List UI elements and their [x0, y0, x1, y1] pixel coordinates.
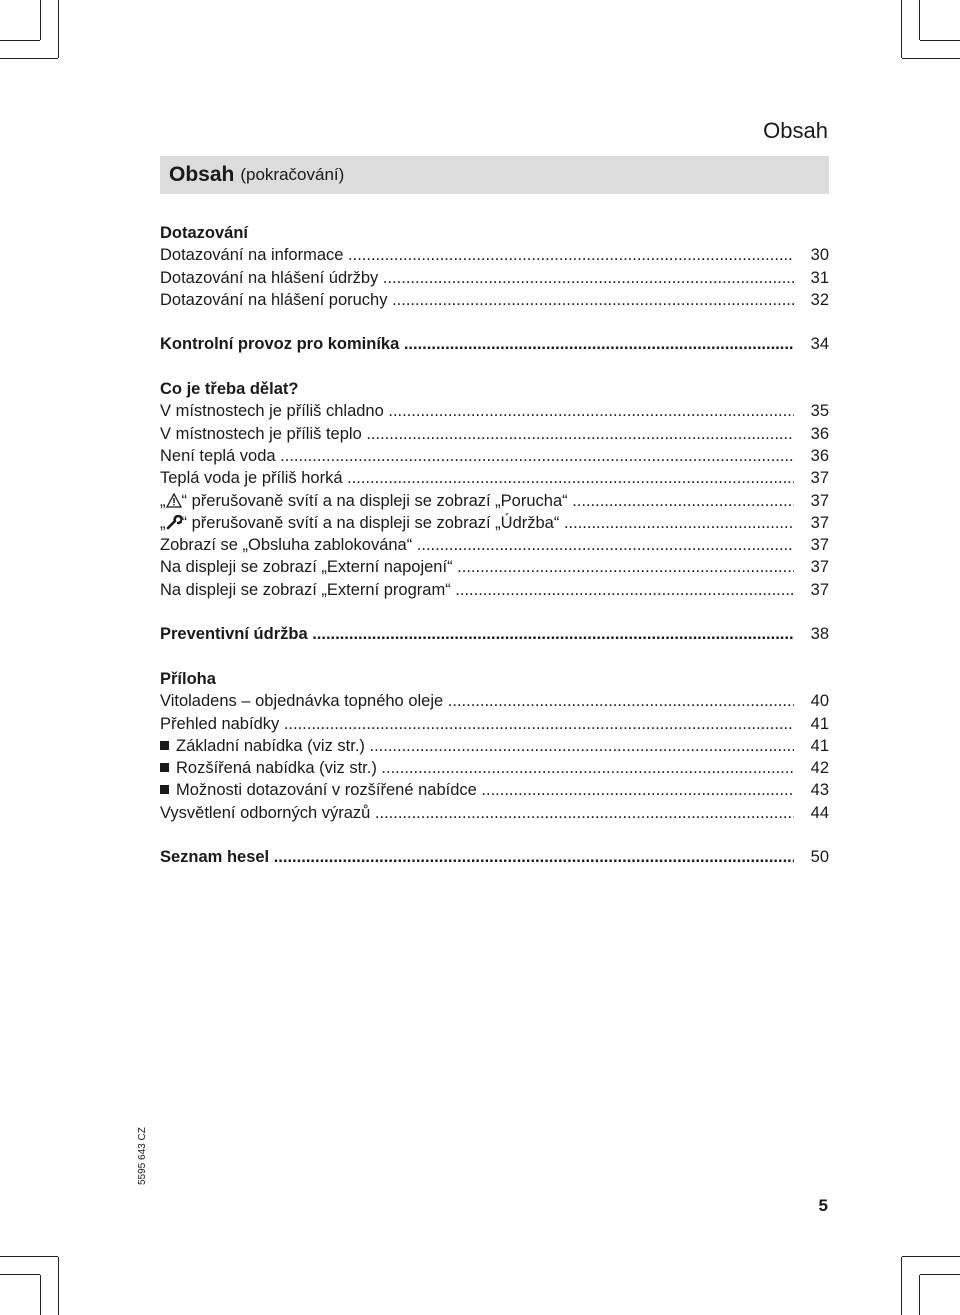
toc-entry[interactable]: Kontrolní provoz pro kominíka ..... 34	[160, 333, 829, 355]
toc-entry[interactable]: Dotazování na hlášení údržby ..... 31	[160, 267, 829, 289]
toc-entry[interactable]: V místnostech je příliš teplo ..... 36	[160, 423, 829, 445]
toc-entry[interactable]: „ “ přerušovaně svítí a na displeji se zobrazí „Porucha“ ..... 37	[160, 490, 829, 512]
toc-page-number: 37	[810, 469, 829, 488]
toc-page-number: 30	[810, 246, 829, 265]
crop-mark	[58, 0, 59, 58]
toc-page-number: 36	[810, 424, 829, 443]
crop-mark	[919, 0, 920, 40]
toc-entry[interactable]: Základní nabídka (viz str.) ..... 41	[160, 735, 829, 757]
toc-entry[interactable]: Vitoladens – objednávka topného oleje ..... 40	[160, 690, 829, 712]
toc-entry[interactable]: „ “ přerušovaně svítí a na displeji se zobrazí „Údržba“ ..... 37	[160, 512, 829, 534]
page-header-title: Obsah	[763, 118, 828, 143]
toc-page-number: 43	[810, 781, 829, 800]
toc-entry[interactable]: Seznam hesel ..... 50	[160, 846, 829, 868]
bullet-square-icon	[160, 785, 169, 794]
toc-page-number: 40	[810, 692, 829, 711]
warning-triangle-icon	[166, 492, 182, 514]
toc-page-number: 37	[810, 536, 829, 555]
toc-entry[interactable]: Není teplá voda ..... 36	[160, 445, 829, 467]
toc-entry[interactable]: Rozšířená nabídka (viz str.) ..... 42	[160, 757, 829, 779]
bullet-square-icon	[160, 741, 169, 750]
toc-page-number: 41	[810, 714, 829, 733]
toc-entry[interactable]: Vysvětlení odborných výrazů ..... 44	[160, 802, 829, 824]
bullet-square-icon	[160, 763, 169, 772]
toc-page-number: 34	[810, 335, 829, 354]
toc-entry[interactable]: Možnosti dotazování v rozšířené nabídce ..... 43	[160, 779, 829, 801]
crop-mark	[40, 1275, 41, 1315]
toc-page-number: 42	[810, 759, 829, 778]
crop-mark	[902, 1256, 960, 1257]
crop-mark	[919, 1275, 920, 1315]
toc-page-number: 41	[810, 736, 829, 755]
table-of-contents	[160, 222, 829, 869]
crop-mark	[40, 0, 41, 40]
crop-mark	[920, 40, 960, 41]
toc-page-number: 37	[810, 491, 829, 510]
toc-entry[interactable]: V místnostech je příliš chladno ..... 35	[160, 400, 829, 422]
toc-entry[interactable]: Teplá voda je příliš horká ..... 37	[160, 467, 829, 489]
toc-entry[interactable]: Dotazování na informace ..... 30	[160, 244, 829, 266]
toc-page-number: 36	[810, 446, 829, 465]
crop-mark	[920, 1274, 960, 1275]
wrench-icon	[166, 514, 182, 536]
toc-page-number: 31	[810, 268, 829, 287]
toc-page-number: 44	[810, 803, 829, 822]
toc-heading: Příloha	[160, 669, 216, 688]
crop-mark	[0, 1256, 58, 1257]
toc-page-number: 37	[810, 558, 829, 577]
toc-heading: Co je třeba dělat?	[160, 380, 299, 399]
toc-heading: Dotazování	[160, 224, 249, 242]
crop-mark	[58, 1257, 59, 1315]
toc-entry[interactable]: Preventivní údržba ..... 38	[160, 623, 829, 645]
document-code: 5595 643 CZ	[137, 1127, 148, 1185]
section-title: Obsah	[169, 163, 235, 186]
toc-page-number: 35	[810, 402, 829, 421]
crop-mark	[901, 1257, 902, 1315]
crop-mark	[901, 0, 902, 58]
toc-page-number: 32	[810, 290, 829, 309]
toc-entry[interactable]: Dotazování na hlášení poruchy ..... 32	[160, 289, 829, 311]
toc-page-number: 38	[810, 625, 829, 644]
crop-mark	[0, 40, 40, 41]
page-number: 5	[818, 1196, 828, 1215]
crop-mark	[0, 58, 58, 59]
toc-page-number: 37	[810, 580, 829, 599]
section-title-bar	[160, 156, 829, 194]
section-subtitle: (pokračování)	[240, 165, 345, 184]
toc-entry[interactable]: Na displeji se zobrazí „Externí napojení“ ..... 37	[160, 556, 829, 578]
toc-entry[interactable]: Přehled nabídky ..... 41	[160, 713, 829, 735]
toc-page-number: 50	[810, 848, 829, 867]
toc-entry[interactable]: Zobrazí se „Obsluha zablokována“ ..... 37	[160, 534, 829, 556]
crop-mark	[0, 1274, 40, 1275]
toc-page-number: 37	[810, 513, 829, 532]
crop-mark	[902, 58, 960, 59]
toc-entry[interactable]: Na displeji se zobrazí „Externí program“ ..... 37	[160, 579, 829, 601]
